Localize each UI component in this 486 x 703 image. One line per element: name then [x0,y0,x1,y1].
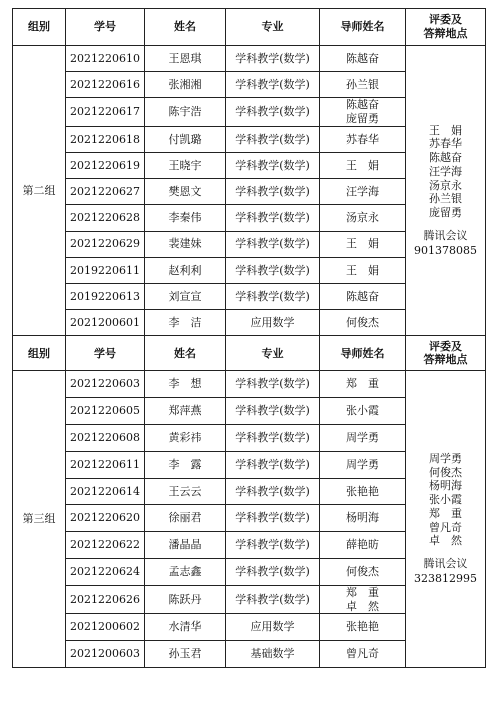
major-cell: 应用数学 [226,310,320,336]
header-jury-line1: 评委及 [429,13,462,27]
jury-member: 苏春华 [429,137,462,151]
table-body [13,9,486,668]
student-name-cell: 赵利利 [145,257,226,283]
jury-member: 王 娟 [429,123,462,137]
student-id-cell: 2021220605 [66,398,145,425]
student-id-cell: 2019220611 [66,257,145,283]
header-name: 姓名 [145,9,226,46]
student-name-cell: 王云云 [145,478,226,505]
header-jury [406,336,486,371]
advisor-cell: 陈越奋 [320,284,406,310]
major-cell: 学科教学(数学) [226,451,320,478]
major-cell: 学科教学(数学) [226,558,320,585]
student-name-cell: 张湘湘 [145,72,226,98]
advisor-cell: 周学勇 [320,451,406,478]
advisor-cell: 周学勇 [320,424,406,451]
advisor-cell: 王 娟 [320,231,406,257]
advisor-cell [320,585,406,614]
advisor-cell: 杨明海 [320,505,406,532]
advisor-cell [320,98,406,127]
student-id-cell: 2021220614 [66,478,145,505]
advisor-secondary: 庞留勇 [346,112,379,126]
student-id-cell: 2021220627 [66,179,145,205]
student-id-cell: 2021200601 [66,310,145,336]
student-id-cell: 2021220610 [66,46,145,72]
major-cell: 学科教学(数学) [226,284,320,310]
major-cell: 学科教学(数学) [226,205,320,231]
student-name-cell: 付凯璐 [145,126,226,152]
student-id-cell: 2021220608 [66,424,145,451]
advisor-cell: 张小霞 [320,398,406,425]
jury-member: 卓 然 [429,534,462,548]
jury-member: 汤京永 [429,178,462,192]
advisor-primary: 陈越奋 [346,98,379,112]
student-id-cell: 2019220613 [66,284,145,310]
major-cell: 学科教学(数学) [226,126,320,152]
major-cell: 学科教学(数学) [226,257,320,283]
major-cell: 学科教学(数学) [226,505,320,532]
major-cell: 学科教学(数学) [226,585,320,614]
major-cell: 学科教学(数学) [226,98,320,127]
major-cell: 学科教学(数学) [226,532,320,559]
advisor-cell: 何俊杰 [320,558,406,585]
jury-member: 庞留勇 [429,206,462,220]
student-id-cell: 2021220618 [66,126,145,152]
advisor-cell: 张艳艳 [320,478,406,505]
student-name-cell: 李秦伟 [145,205,226,231]
advisor-cell: 王 娟 [320,257,406,283]
student-name-cell: 李 想 [145,371,226,398]
student-name-cell: 王恩琪 [145,46,226,72]
student-name-cell: 樊恩文 [145,179,226,205]
student-name-cell: 郑萍燕 [145,398,226,425]
student-name-cell: 刘宣宣 [145,284,226,310]
student-id-cell: 2021220628 [66,205,145,231]
student-name-cell: 王晓宇 [145,153,226,179]
major-cell: 学科教学(数学) [226,231,320,257]
major-cell: 学科教学(数学) [226,46,320,72]
table-row [13,46,486,72]
advisor-cell: 何俊杰 [320,310,406,336]
meeting-id: 323812995 [414,572,477,586]
jury-member: 郑 重 [429,506,462,520]
header-row [13,336,486,371]
major-cell: 学科教学(数学) [226,398,320,425]
advisor-cell: 薛艳昉 [320,532,406,559]
advisor-cell: 苏春华 [320,126,406,152]
meeting-id: 901378085 [414,243,477,257]
student-id-cell: 2021220619 [66,153,145,179]
jury-member: 周学勇 [429,451,462,465]
meeting-info [406,556,485,586]
header-jury [406,9,486,46]
major-cell: 基础数学 [226,641,320,668]
student-id-cell: 2021220629 [66,231,145,257]
major-cell: 学科教学(数学) [226,153,320,179]
student-id-cell: 2021220617 [66,98,145,127]
jury-member: 张小霞 [429,493,462,507]
jury-member: 杨明海 [429,479,462,493]
header-jury-line1: 评委及 [429,339,462,353]
header-student-id: 学号 [66,336,145,371]
major-cell: 应用数学 [226,614,320,641]
major-cell: 学科教学(数学) [226,179,320,205]
defense-schedule-table [12,8,486,668]
advisor-cell: 陈越奋 [320,46,406,72]
header-jury-line2: 答辩地点 [423,27,468,40]
student-id-cell: 2021220624 [66,558,145,585]
jury-member: 孙兰银 [429,192,462,206]
meeting-label: 腾讯会议 [423,228,468,242]
jury-member: 曾凡奇 [429,520,462,534]
advisor-cell: 曾凡奇 [320,641,406,668]
advisor-primary: 郑 重 [346,585,379,599]
header-major: 专业 [226,336,320,371]
advisor-cell: 汤京永 [320,205,406,231]
header-advisor: 导师姓名 [320,336,406,371]
student-name-cell: 孙玉君 [145,641,226,668]
major-cell: 学科教学(数学) [226,371,320,398]
header-student-id: 学号 [66,9,145,46]
student-name-cell: 黄彩祎 [145,424,226,451]
advisor-cell: 汪学海 [320,179,406,205]
student-id-cell: 2021200603 [66,641,145,668]
student-id-cell: 2021220611 [66,451,145,478]
student-id-cell: 2021220620 [66,505,145,532]
header-group: 组别 [13,9,66,46]
student-name-cell: 水清华 [145,614,226,641]
meeting-info [406,228,485,258]
student-name-cell: 裴建妹 [145,231,226,257]
student-name-cell: 李 露 [145,451,226,478]
group-label: 第二组 [13,46,66,336]
student-name-cell: 孟志鑫 [145,558,226,585]
student-id-cell: 2021200602 [66,614,145,641]
student-name-cell: 徐丽君 [145,505,226,532]
major-cell: 学科教学(数学) [226,424,320,451]
student-id-cell: 2021220603 [66,371,145,398]
major-cell: 学科教学(数学) [226,478,320,505]
advisor-secondary: 卓 然 [346,599,379,613]
student-name-cell: 陈宇浩 [145,98,226,127]
jury-member: 何俊杰 [429,465,462,479]
header-row [13,9,486,46]
student-name-cell: 李 洁 [145,310,226,336]
group-label: 第三组 [13,371,66,667]
advisor-cell: 郑 重 [320,371,406,398]
header-major: 专业 [226,9,320,46]
student-id-cell: 2021220616 [66,72,145,98]
advisor-cell: 孙兰银 [320,72,406,98]
jury-cell [406,46,486,336]
header-jury-line2: 答辩地点 [423,353,468,367]
table-row [13,371,486,398]
advisor-cell: 王 娟 [320,153,406,179]
student-name-cell: 陈跃丹 [145,585,226,614]
advisor-cell: 张艳艳 [320,614,406,641]
meeting-label: 腾讯会议 [423,557,468,571]
student-id-cell: 2021220626 [66,585,145,614]
header-advisor: 导师姓名 [320,9,406,46]
student-name-cell: 潘晶晶 [145,532,226,559]
student-id-cell: 2021220622 [66,532,145,559]
header-name: 姓名 [145,336,226,371]
jury-member: 陈越奋 [429,151,462,165]
major-cell: 学科教学(数学) [226,72,320,98]
header-group: 组别 [13,336,66,371]
jury-member: 汪学海 [429,164,462,178]
jury-cell [406,371,486,667]
